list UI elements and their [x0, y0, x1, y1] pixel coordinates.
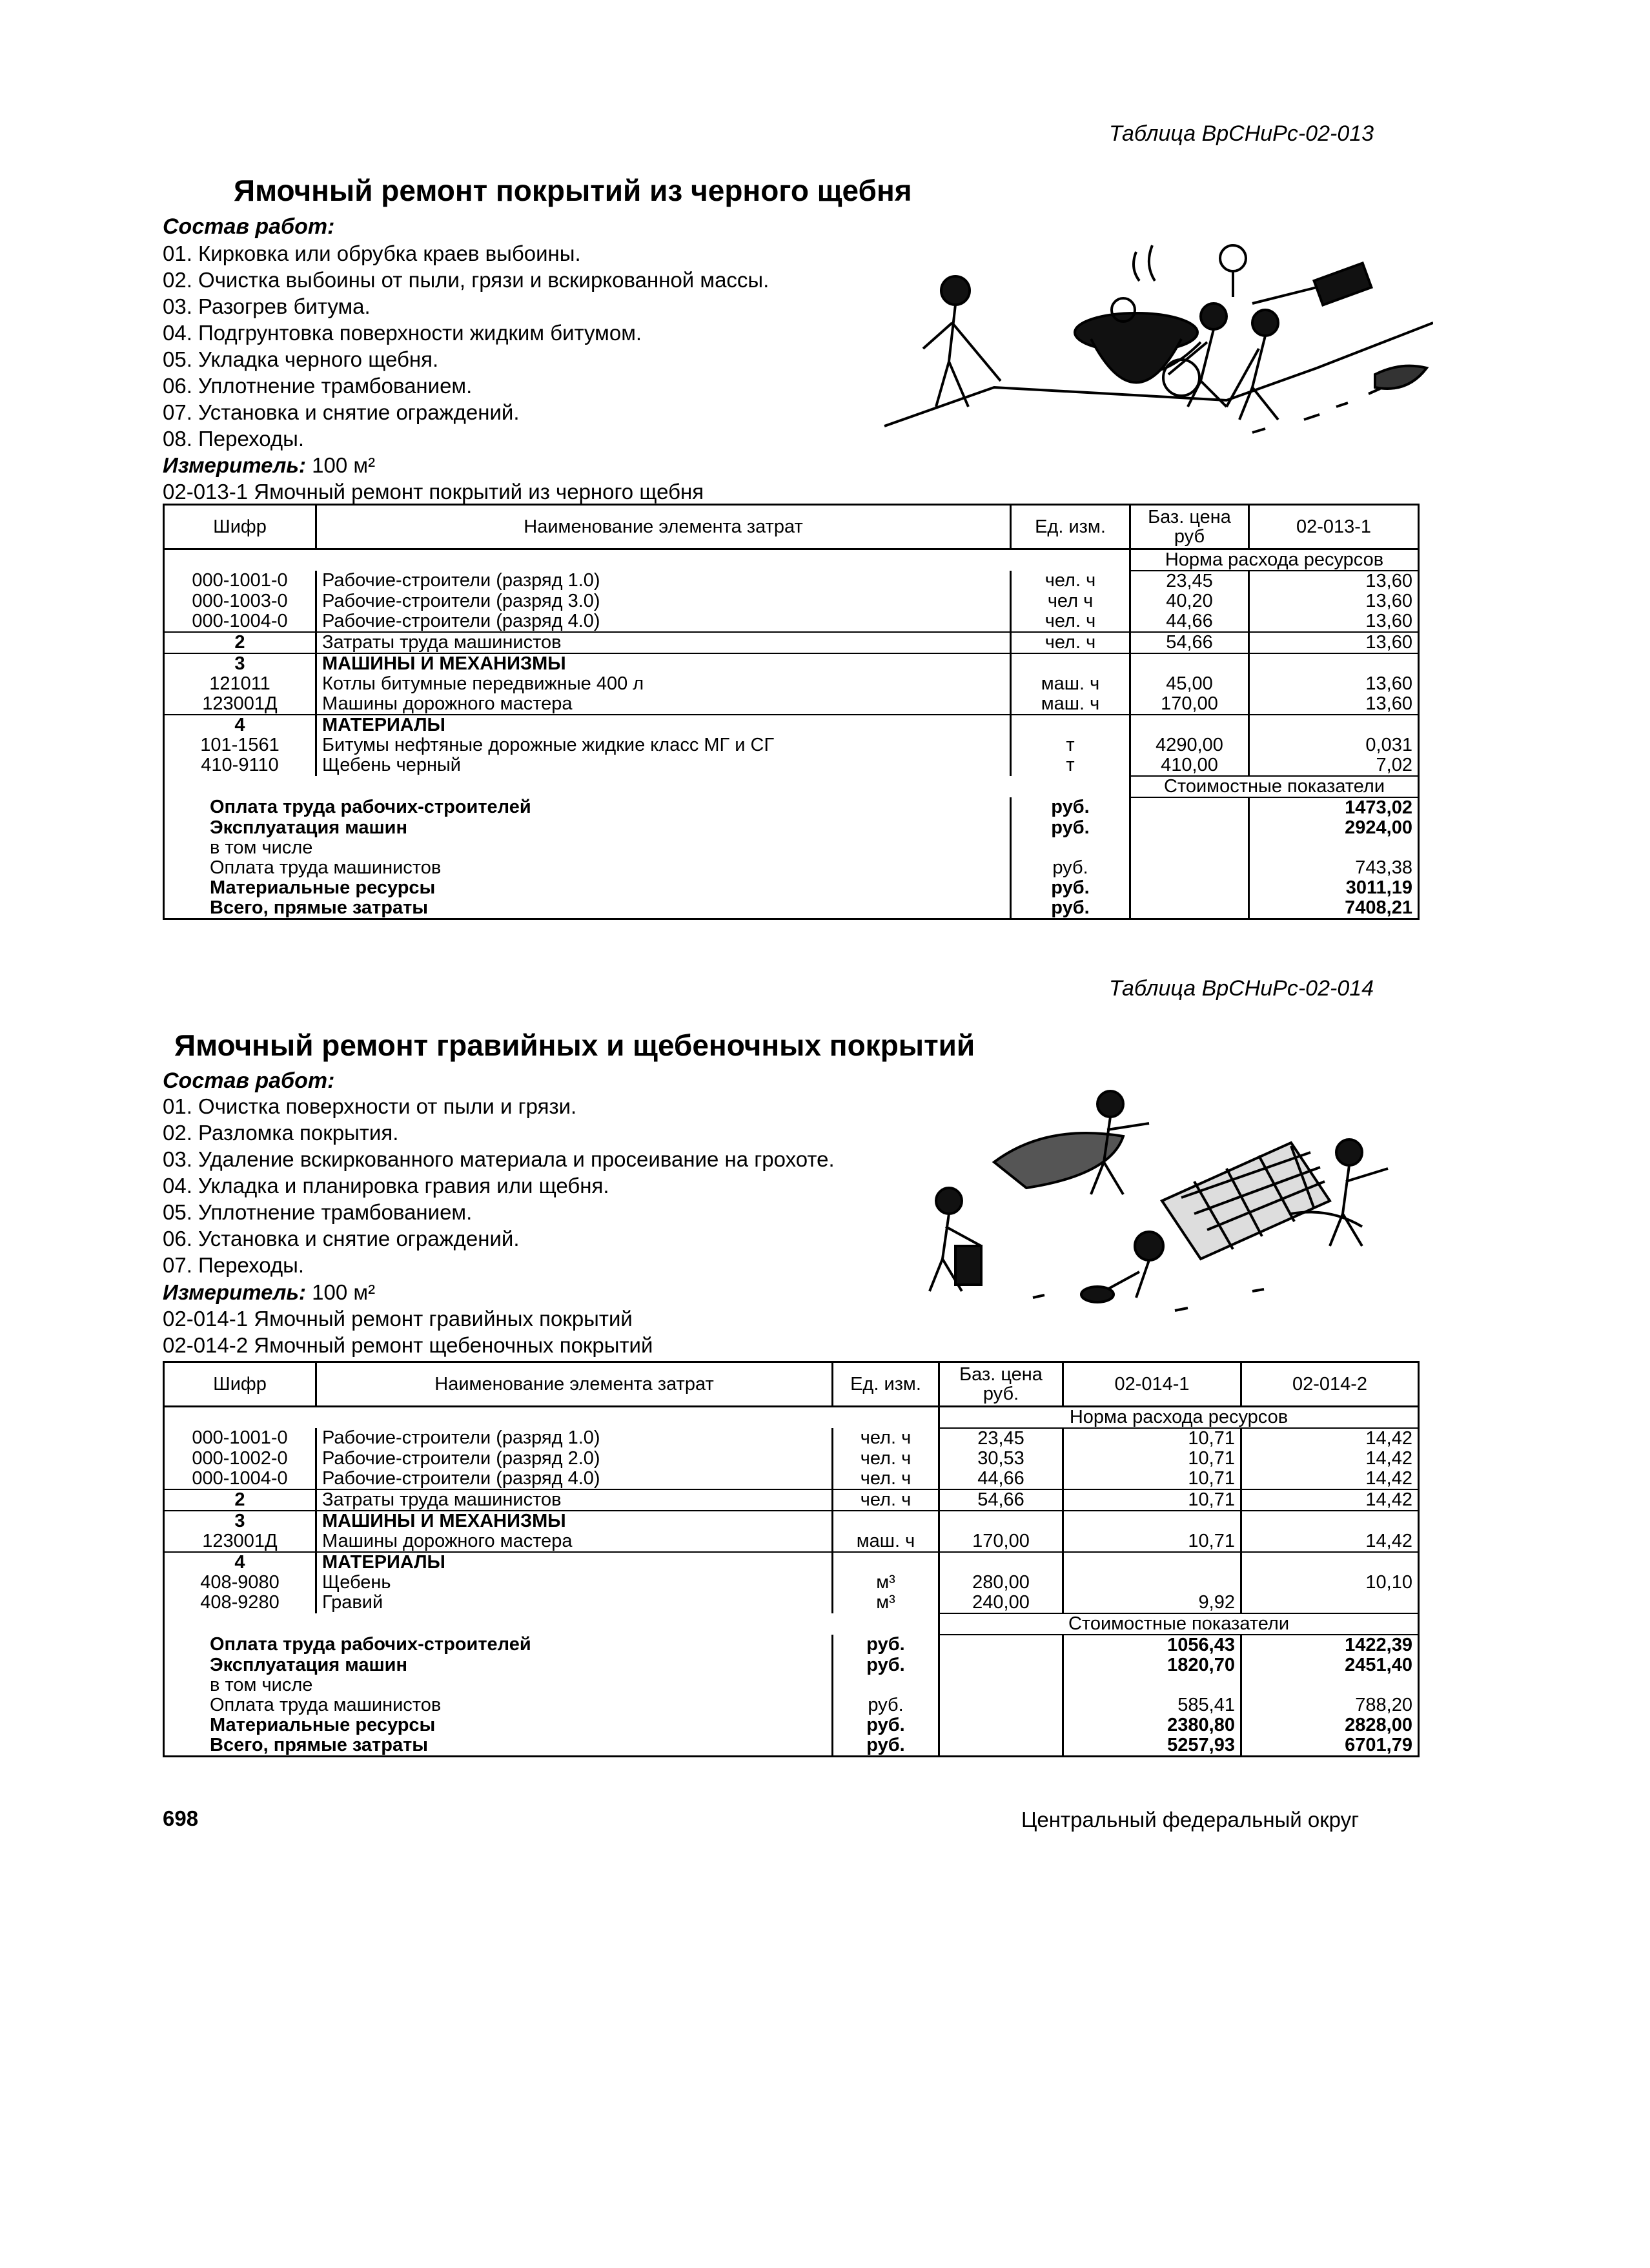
cost-row — [164, 1715, 1419, 1735]
table-row — [164, 611, 1419, 632]
table-header — [164, 1362, 1419, 1407]
header-code: Шифр — [164, 1362, 316, 1407]
table-label: Таблица ВрСНиРс-02-013 — [1109, 121, 1374, 146]
row-code: 101-1561 — [164, 735, 316, 755]
row-value: 10,71 — [1063, 1428, 1241, 1449]
cost-band: Стоимостные показатели — [939, 1613, 1419, 1635]
cost-row — [164, 1635, 1419, 1655]
row-unit — [1011, 715, 1130, 735]
row-value — [1063, 1573, 1241, 1593]
norm-table — [163, 504, 1420, 920]
row-name: Щебень — [316, 1573, 833, 1593]
band-row — [164, 1613, 1419, 1635]
row-value: 14,42 — [1241, 1428, 1419, 1449]
row-value: 14,42 — [1241, 1489, 1419, 1511]
band-row — [164, 1407, 1419, 1429]
row-price — [1130, 715, 1249, 735]
table-row — [164, 694, 1419, 715]
row-value — [1063, 1552, 1241, 1573]
row-name: Рабочие-строители (разряд 1.0) — [316, 1428, 833, 1449]
row-unit: т — [1011, 755, 1130, 776]
row-unit: чел. ч — [1011, 571, 1130, 591]
cost-unit: руб. — [1011, 858, 1130, 878]
composition-label: Состав работ: — [163, 214, 335, 239]
table-row — [164, 1469, 1419, 1489]
row-price — [1130, 653, 1249, 674]
empty-cell — [1130, 838, 1249, 858]
row-code: 408-9080 — [164, 1573, 316, 1593]
row-unit: маш. ч — [1011, 694, 1130, 715]
row-value: 10,10 — [1241, 1573, 1419, 1593]
cost-value: 6701,79 — [1241, 1735, 1419, 1757]
header-col2: 02-014-2 — [1241, 1362, 1419, 1407]
row-name: Затраты труда машинистов — [316, 1489, 833, 1511]
road-repair-illustration — [865, 213, 1433, 471]
row-price: 44,66 — [939, 1469, 1063, 1489]
table-row — [164, 1449, 1419, 1469]
table-row — [164, 632, 1419, 653]
cost-value: 743,38 — [1249, 858, 1419, 878]
row-unit: чел. ч — [833, 1489, 939, 1511]
cost-unit: руб. — [833, 1735, 939, 1757]
table-label: Таблица ВрСНиРс-02-014 — [1109, 976, 1374, 1001]
row-name: Затраты труда машинистов — [316, 632, 1011, 653]
row-code: 000-1002-0 — [164, 1449, 316, 1469]
cost-row — [164, 1695, 1419, 1715]
empty-cell — [939, 1715, 1063, 1735]
cost-value: 1056,43 — [1063, 1635, 1241, 1655]
cost-row — [164, 878, 1419, 898]
empty-cell — [939, 1735, 1063, 1757]
composition-label: Состав работ: — [163, 1068, 335, 1093]
row-value: 13,60 — [1249, 674, 1419, 694]
row-unit — [833, 1552, 939, 1573]
empty-cell — [1130, 858, 1249, 878]
row-name: Машины дорожного мастера — [316, 694, 1011, 715]
code-line: 02-013-1 Ямочный ремонт покрытий из черного щебня — [163, 480, 704, 504]
row-value: 13,60 — [1249, 611, 1419, 632]
row-value — [1249, 715, 1419, 735]
empty-cell — [1130, 818, 1249, 838]
row-price: 54,66 — [939, 1489, 1063, 1511]
work-item: 07. Установка и снятие ограждений. — [163, 400, 520, 424]
cost-unit: руб. — [1011, 898, 1130, 919]
row-code: 4 — [164, 1552, 316, 1573]
work-item: 01. Кирковка или обрубка краев выбоины. — [163, 241, 581, 265]
cost-unit — [833, 1675, 939, 1695]
row-value: 10,71 — [1063, 1449, 1241, 1469]
work-item: 01. Очистка поверхности от пыли и грязи. — [163, 1094, 577, 1118]
table-row — [164, 1552, 1419, 1573]
norm-table — [163, 1361, 1420, 1757]
work-list — [163, 1093, 835, 1278]
cost-value: 5257,93 — [1063, 1735, 1241, 1757]
row-code: 000-1004-0 — [164, 611, 316, 632]
work-item: 06. Установка и снятие ограждений. — [163, 1227, 520, 1251]
work-item: 06. Уплотнение трамбованием. — [163, 374, 473, 398]
row-unit: чел. ч — [1011, 632, 1130, 653]
row-unit: чел. ч — [833, 1449, 939, 1469]
row-name: Рабочие-строители (разряд 4.0) — [316, 611, 1011, 632]
row-price: 23,45 — [1130, 571, 1249, 591]
row-value: 13,60 — [1249, 632, 1419, 653]
row-unit: чел ч — [1011, 591, 1130, 611]
cost-unit: руб. — [1011, 797, 1130, 818]
header-name: Наименование элемента затрат — [316, 505, 1011, 549]
header-code: Шифр — [164, 505, 316, 549]
row-price: 240,00 — [939, 1593, 1063, 1613]
empty-cell — [939, 1695, 1063, 1715]
table-row — [164, 1593, 1419, 1613]
row-price — [939, 1552, 1063, 1573]
table-row — [164, 715, 1419, 735]
cost-value: 2828,00 — [1241, 1715, 1419, 1735]
row-price: 30,53 — [939, 1449, 1063, 1469]
row-name: МАТЕРИАЛЫ — [316, 715, 1011, 735]
header-price: Баз. цена руб. — [939, 1362, 1063, 1407]
table-row — [164, 653, 1419, 674]
row-name: МАТЕРИАЛЫ — [316, 1552, 833, 1573]
row-code: 2 — [164, 1489, 316, 1511]
cost-row — [164, 1735, 1419, 1757]
row-unit: т — [1011, 735, 1130, 755]
work-list — [163, 240, 769, 452]
row-name: Рабочие-строители (разряд 4.0) — [316, 1469, 833, 1489]
row-code: 410-9110 — [164, 755, 316, 776]
code-list — [163, 478, 704, 505]
row-price: 44,66 — [1130, 611, 1249, 632]
row-code: 000-1004-0 — [164, 1469, 316, 1489]
meter-value: 100 м² — [312, 453, 376, 477]
row-value: 9,92 — [1063, 1593, 1241, 1613]
row-price: 170,00 — [939, 1531, 1063, 1552]
row-value: 13,60 — [1249, 591, 1419, 611]
table-row — [164, 591, 1419, 611]
section-title: Ямочный ремонт гравийных и щебеночных покрытий — [174, 1028, 975, 1062]
row-unit: м³ — [833, 1573, 939, 1593]
row-price: 45,00 — [1130, 674, 1249, 694]
row-value: 10,71 — [1063, 1469, 1241, 1489]
row-code: 123001Д — [164, 1531, 316, 1552]
row-price: 170,00 — [1130, 694, 1249, 715]
row-name: Рабочие-строители (разряд 1.0) — [316, 571, 1011, 591]
cost-value: 2451,40 — [1241, 1655, 1419, 1675]
row-value: 13,60 — [1249, 694, 1419, 715]
section-title: Ямочный ремонт покрытий из черного щебня — [234, 174, 912, 207]
cost-unit: руб. — [1011, 818, 1130, 838]
table-row — [164, 1511, 1419, 1531]
row-name: МАШИНЫ И МЕХАНИЗМЫ — [316, 653, 1011, 674]
empty-cell — [1130, 898, 1249, 919]
work-item: 05. Уплотнение трамбованием. — [163, 1200, 473, 1224]
cost-row — [164, 898, 1419, 919]
empty-cell — [164, 1613, 939, 1635]
cost-row — [164, 818, 1419, 838]
header-unit: Ед. изм. — [1011, 505, 1130, 549]
table-row — [164, 1489, 1419, 1511]
empty-cell — [164, 776, 1130, 797]
row-value — [1241, 1511, 1419, 1531]
cost-value: 585,41 — [1063, 1695, 1241, 1715]
row-value: 10,71 — [1063, 1489, 1241, 1511]
row-name: МАШИНЫ И МЕХАНИЗМЫ — [316, 1511, 833, 1531]
cost-name: Оплата труда машинистов — [164, 1695, 833, 1715]
work-item: 03. Удаление вскиркованного материала и просеивание на грохоте. — [163, 1147, 835, 1171]
cost-name: Оплата труда рабочих-строителей — [164, 1635, 833, 1655]
row-value: 14,42 — [1241, 1531, 1419, 1552]
header-col1: 02-014-1 — [1063, 1362, 1241, 1407]
row-price — [939, 1511, 1063, 1531]
row-name: Машины дорожного мастера — [316, 1531, 833, 1552]
cost-unit: руб. — [833, 1695, 939, 1715]
row-name: Рабочие-строители (разряд 3.0) — [316, 591, 1011, 611]
work-item: 02. Разломка покрытия. — [163, 1121, 399, 1145]
cost-band: Стоимостные показатели — [1130, 776, 1419, 797]
meter-label: Измеритель: — [163, 453, 306, 477]
cost-name: Эксплуатация машин — [164, 818, 1011, 838]
code-list — [163, 1305, 653, 1358]
work-item: 07. Переходы. — [163, 1253, 304, 1277]
header-unit: Ед. изм. — [833, 1362, 939, 1407]
header-price: Баз. цена руб — [1130, 505, 1249, 549]
row-value — [1241, 1593, 1419, 1613]
row-unit: чел. ч — [833, 1469, 939, 1489]
cost-value: 1820,70 — [1063, 1655, 1241, 1675]
row-unit: чел. ч — [1011, 611, 1130, 632]
table-row — [164, 1428, 1419, 1449]
meter-value: 100 м² — [312, 1280, 376, 1304]
row-value: 10,71 — [1063, 1531, 1241, 1552]
region-name: Центральный федеральный округ — [1021, 1808, 1360, 1832]
work-item: 08. Переходы. — [163, 427, 304, 451]
band-row — [164, 549, 1419, 571]
table-row — [164, 674, 1419, 694]
row-code: 000-1001-0 — [164, 571, 316, 591]
cost-name: в том числе — [164, 838, 1011, 858]
row-price: 23,45 — [939, 1428, 1063, 1449]
cost-unit: руб. — [833, 1635, 939, 1655]
cost-unit: руб. — [833, 1715, 939, 1735]
cost-name: Оплата труда рабочих-строителей — [164, 797, 1011, 818]
work-item: 02. Очистка выбоины от пыли, грязи и вскиркованной массы. — [163, 268, 769, 292]
table-row — [164, 1573, 1419, 1593]
cost-row — [164, 858, 1419, 878]
row-name: Рабочие-строители (разряд 2.0) — [316, 1449, 833, 1469]
row-name: Котлы битумные передвижные 400 л — [316, 674, 1011, 694]
table-row — [164, 571, 1419, 591]
table-header — [164, 505, 1419, 549]
cost-row — [164, 838, 1419, 858]
row-price: 410,00 — [1130, 755, 1249, 776]
empty-cell — [164, 549, 1130, 571]
row-price: 4290,00 — [1130, 735, 1249, 755]
cost-value: 788,20 — [1241, 1695, 1419, 1715]
work-item: 05. Укладка черного щебня. — [163, 347, 439, 371]
row-name: Битумы нефтяные дорожные жидкие класс МГ и СГ — [316, 735, 1011, 755]
row-unit: маш. ч — [1011, 674, 1130, 694]
row-unit — [1011, 653, 1130, 674]
header-col1: 02-013-1 — [1249, 505, 1419, 549]
empty-cell — [939, 1655, 1063, 1675]
cost-value — [1249, 838, 1419, 858]
gravel-repair-illustration — [891, 1085, 1427, 1330]
cost-name: Эксплуатация машин — [164, 1655, 833, 1675]
empty-cell — [939, 1675, 1063, 1695]
row-code: 000-1001-0 — [164, 1428, 316, 1449]
row-value: 13,60 — [1249, 571, 1419, 591]
row-code: 3 — [164, 653, 316, 674]
cost-value — [1063, 1675, 1241, 1695]
work-item: 04. Подгрунтовка поверхности жидким битумом. — [163, 321, 642, 345]
row-code: 000-1003-0 — [164, 591, 316, 611]
row-value: 0,031 — [1249, 735, 1419, 755]
row-value: 7,02 — [1249, 755, 1419, 776]
cost-value: 7408,21 — [1249, 898, 1419, 919]
row-unit: чел. ч — [833, 1428, 939, 1449]
cost-name: Материальные ресурсы — [164, 878, 1011, 898]
cost-name: Всего, прямые затраты — [164, 1735, 833, 1757]
header-name: Наименование элемента затрат — [316, 1362, 833, 1407]
table-row — [164, 1531, 1419, 1552]
row-value: 14,42 — [1241, 1469, 1419, 1489]
cost-unit — [1011, 838, 1130, 858]
table-row — [164, 735, 1419, 755]
cost-name: Всего, прямые затраты — [164, 898, 1011, 919]
row-name: Гравий — [316, 1593, 833, 1613]
row-value — [1063, 1511, 1241, 1531]
page-number: 698 — [163, 1806, 199, 1830]
meter-line — [163, 1279, 375, 1305]
row-code: 121011 — [164, 674, 316, 694]
cost-value: 1473,02 — [1249, 797, 1419, 818]
row-code: 4 — [164, 715, 316, 735]
cost-row — [164, 1655, 1419, 1675]
cost-value: 2380,80 — [1063, 1715, 1241, 1735]
cost-name: в том числе — [164, 1675, 833, 1695]
norm-band: Норма расхода ресурсов — [1130, 549, 1419, 571]
meter-label: Измеритель: — [163, 1280, 306, 1304]
cost-row — [164, 1675, 1419, 1695]
cost-unit: руб. — [1011, 878, 1130, 898]
row-code: 123001Д — [164, 694, 316, 715]
row-price: 40,20 — [1130, 591, 1249, 611]
cost-name: Материальные ресурсы — [164, 1715, 833, 1735]
work-item: 04. Укладка и планировка гравия или щебня. — [163, 1174, 609, 1198]
cost-value: 1422,39 — [1241, 1635, 1419, 1655]
code-line: 02-014-2 Ямочный ремонт щебеночных покрытий — [163, 1333, 653, 1357]
row-unit — [833, 1511, 939, 1531]
meter-line — [163, 452, 375, 478]
norm-band: Норма расхода ресурсов — [939, 1407, 1419, 1429]
cost-value: 2924,00 — [1249, 818, 1419, 838]
row-value — [1241, 1552, 1419, 1573]
empty-cell — [939, 1635, 1063, 1655]
row-code: 2 — [164, 632, 316, 653]
empty-cell — [1130, 878, 1249, 898]
row-unit: м³ — [833, 1593, 939, 1613]
row-price: 54,66 — [1130, 632, 1249, 653]
band-row — [164, 776, 1419, 797]
row-code: 3 — [164, 1511, 316, 1531]
empty-cell — [1130, 797, 1249, 818]
row-unit: маш. ч — [833, 1531, 939, 1552]
cost-name: Оплата труда машинистов — [164, 858, 1011, 878]
cost-value: 3011,19 — [1249, 878, 1419, 898]
row-price: 280,00 — [939, 1573, 1063, 1593]
code-line: 02-014-1 Ямочный ремонт гравийных покрытий — [163, 1307, 633, 1331]
table-row — [164, 755, 1419, 776]
row-value — [1249, 653, 1419, 674]
row-value: 14,42 — [1241, 1449, 1419, 1469]
cost-value — [1241, 1675, 1419, 1695]
cost-unit: руб. — [833, 1655, 939, 1675]
row-code: 408-9280 — [164, 1593, 316, 1613]
empty-cell — [164, 1407, 939, 1429]
row-name: Щебень черный — [316, 755, 1011, 776]
work-item: 03. Разогрев битума. — [163, 294, 371, 318]
cost-row — [164, 797, 1419, 818]
